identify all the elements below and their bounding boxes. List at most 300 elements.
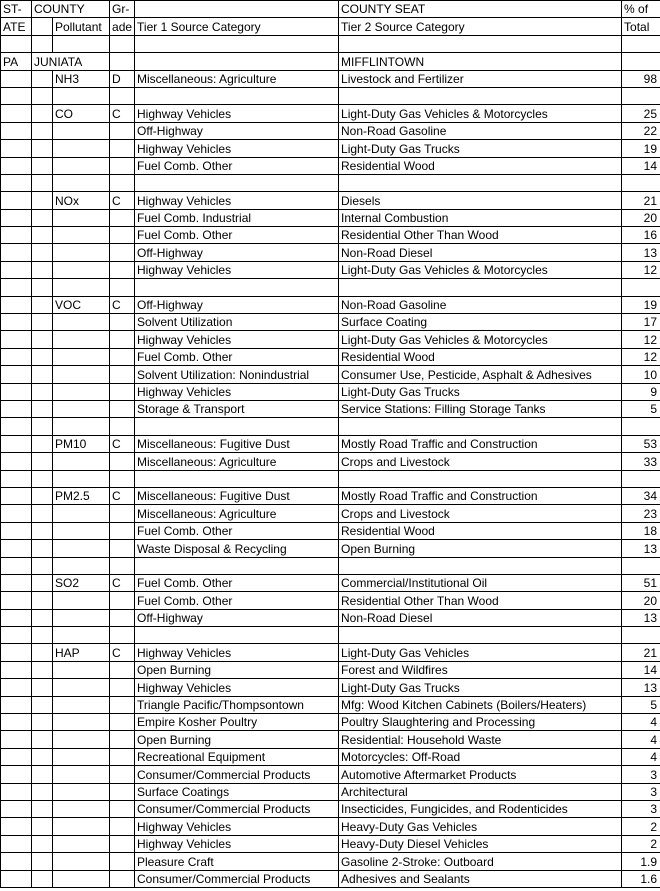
state-cell [1,679,32,696]
tier1-cell: Consumer/Commercial Products [135,766,339,783]
table-row [1,435,660,452]
table-row [1,574,660,591]
table-row [1,296,660,313]
county-cell [32,505,53,522]
state-cell [1,122,32,139]
percent-cell: 2 [622,818,660,835]
table-row [1,348,660,365]
tier2-cell: Non-Road Diesel [339,244,622,261]
pollutant-cell [53,766,110,783]
tier1-cell: Fuel Comb. Other [135,348,339,365]
table-row [1,766,660,783]
county-cell [32,122,53,139]
percent-cell: 13 [622,679,660,696]
state-cell [1,174,32,191]
tier2-cell: Poultry Slaughtering and Processing [339,714,622,731]
table-row [1,279,660,296]
table-row [1,696,660,713]
pollutant-cell [53,227,110,244]
state-cell [1,314,32,331]
tier1-cell [135,87,339,104]
percent-cell [622,279,660,296]
tier2-cell: Residential Wood [339,522,622,539]
header-grade-top: Gr- [110,1,135,18]
header-blank [135,1,339,18]
state-cell [1,435,32,452]
state-cell [1,70,32,87]
county-cell [32,418,53,435]
tier1-cell [135,557,339,574]
tier1-cell: Fuel Comb. Other [135,574,339,591]
table-row [1,783,660,800]
percent-cell: 33 [622,453,660,470]
table-row [1,748,660,765]
pollutant-cell [53,453,110,470]
pollutant-cell [53,348,110,365]
tier1-cell: Miscellaneous: Agriculture [135,70,339,87]
pollutant-cell [53,835,110,852]
county-cell [32,296,53,313]
pollutant-cell [53,679,110,696]
tier2-cell: Light-Duty Gas Vehicles & Motorcycles [339,261,622,278]
tier1-cell: Open Burning [135,661,339,678]
percent-cell [622,174,660,191]
county-cell [32,435,53,452]
percent-cell: 22 [622,122,660,139]
county-cell [32,383,53,400]
county-cell [32,870,53,887]
tier1-cell [135,470,339,487]
grade-cell [110,383,135,400]
grade-cell [110,800,135,817]
percent-cell: 34 [622,487,660,504]
grade-cell [110,818,135,835]
percent-cell [622,557,660,574]
table-row [1,418,660,435]
county-cell [32,453,53,470]
state-cell [1,592,32,609]
tier1-cell: Miscellaneous: Agriculture [135,453,339,470]
header-percent-bottom: Total [622,18,660,35]
tier1-cell: Highway Vehicles [135,140,339,157]
tier1-cell: Consumer/Commercial Products [135,870,339,887]
grade-cell [110,853,135,870]
tier1-cell: Off-Highway [135,609,339,626]
grade-cell [110,314,135,331]
county-cell [32,800,53,817]
grade-cell [110,279,135,296]
pollutant-cell [53,870,110,887]
tier2-cell: Non-Road Diesel [339,609,622,626]
tier2-cell: Residential: Household Waste [339,731,622,748]
table-row [1,227,660,244]
header-empty [32,18,53,35]
percent-cell: 53 [622,435,660,452]
state-cell [1,609,32,626]
table-row [1,261,660,278]
state-cell [1,714,32,731]
tier2-cell [339,557,622,574]
percent-cell: 21 [622,192,660,209]
header-county: COUNTY [32,1,110,18]
county-cell [32,331,53,348]
county-name: JUNIATA [32,53,110,70]
county-cell [32,209,53,226]
header-state-bottom: ATE [1,18,32,35]
county-cell [32,192,53,209]
grade-cell [110,609,135,626]
tier2-cell: Adhesives and Sealants [339,870,622,887]
state-cell [1,766,32,783]
state-cell [1,383,32,400]
header-row-1 [1,1,660,18]
county-cell [32,140,53,157]
grade-cell [110,157,135,174]
pollutant-cell [53,557,110,574]
state-cell [1,540,32,557]
county-cell [32,366,53,383]
state-cell [1,400,32,417]
state-cell [1,296,32,313]
pollutant-cell [53,592,110,609]
grade-cell [110,209,135,226]
table-row [1,800,660,817]
table-row [1,470,660,487]
header-tier1: Tier 1 Source Category [135,18,339,35]
state-cell [1,279,32,296]
percent-cell: 1.6 [622,870,660,887]
tier2-cell: Commercial/Institutional Oil [339,574,622,591]
state-cell [1,192,32,209]
tier2-cell: Surface Coating [339,314,622,331]
grade-cell [110,696,135,713]
pollutant-cell: SO2 [53,574,110,591]
table-row [1,505,660,522]
table-row [1,731,660,748]
county-cell [32,818,53,835]
percent-cell: 10 [622,366,660,383]
county-cell [32,244,53,261]
table-row [1,661,660,678]
table-row [1,157,660,174]
percent-cell: 12 [622,331,660,348]
tier1-cell: Highway Vehicles [135,192,339,209]
county-cell [32,522,53,539]
pollutant-cell [53,783,110,800]
county-cell [32,174,53,191]
table-row [1,627,660,644]
percent-cell: 5 [622,696,660,713]
state-cell [1,522,32,539]
tier1-cell: Consumer/Commercial Products [135,800,339,817]
state-cell [1,783,32,800]
tier1-cell: Open Burning [135,731,339,748]
county-cell [32,557,53,574]
pollutant-cell [53,140,110,157]
tier1-cell [135,627,339,644]
pollutant-cell: PM2.5 [53,487,110,504]
pollutant-cell [53,853,110,870]
pollutant-cell [53,627,110,644]
tier2-cell: Crops and Livestock [339,505,622,522]
pollutant-cell: CO [53,105,110,122]
percent-cell: 3 [622,800,660,817]
tier2-cell: Residential Other Than Wood [339,592,622,609]
tier1-cell: Fuel Comb. Other [135,227,339,244]
county-cell [32,731,53,748]
county-row [1,53,660,70]
grade-cell: C [110,574,135,591]
tier2-cell: Insecticides, Fungicides, and Rodenticides [339,800,622,817]
state-cell [1,853,32,870]
state-cell [1,731,32,748]
pollutant-cell: HAP [53,644,110,661]
tier2-cell: Heavy-Duty Gas Vehicles [339,818,622,835]
pollutant-cell [53,714,110,731]
table-row [1,192,660,209]
county-cell [32,696,53,713]
tier2-cell [339,470,622,487]
pollutant-cell: NOx [53,192,110,209]
tier2-cell: Livestock and Fertilizer [339,70,622,87]
grade-cell [110,714,135,731]
tier1-cell: Highway Vehicles [135,261,339,278]
table-row [1,679,660,696]
tier1-cell: Miscellaneous: Fugitive Dust [135,435,339,452]
grade-cell: C [110,487,135,504]
grade-cell: C [110,192,135,209]
tier2-cell: Architectural [339,783,622,800]
tier1-cell: Highway Vehicles [135,105,339,122]
grade-cell [110,540,135,557]
tier1-cell: Off-Highway [135,122,339,139]
tier2-cell [339,174,622,191]
pollutant-cell [53,174,110,191]
county-cell [32,348,53,365]
state-cell [1,227,32,244]
pollutant-cell [53,818,110,835]
percent-cell: 4 [622,714,660,731]
percent-cell: 51 [622,574,660,591]
percent-cell: 1.9 [622,853,660,870]
tier1-cell [135,279,339,296]
state-cell [1,348,32,365]
tier1-cell: Highway Vehicles [135,383,339,400]
tier1-cell: Miscellaneous: Fugitive Dust [135,487,339,504]
tier1-cell: Off-Highway [135,296,339,313]
grade-cell [110,400,135,417]
tier2-cell: Motorcycles: Off-Road [339,748,622,765]
table-row [1,453,660,470]
tier1-cell [135,174,339,191]
table-row [1,366,660,383]
tier1-cell: Highway Vehicles [135,679,339,696]
percent-cell: 19 [622,140,660,157]
percent-cell [622,87,660,104]
county-cell [32,748,53,765]
grade-cell [110,557,135,574]
pollutant-cell [53,366,110,383]
state-code: PA [1,53,32,70]
county-cell [32,227,53,244]
percent-cell: 19 [622,296,660,313]
percent-cell [622,418,660,435]
county-cell [32,609,53,626]
pollutant-cell [53,609,110,626]
county-cell [32,470,53,487]
header-row-2 [1,18,660,35]
percent-cell: 17 [622,314,660,331]
county-cell [32,400,53,417]
pollutant-cell [53,314,110,331]
grade-cell [110,227,135,244]
tier2-cell: Non-Road Gasoline [339,296,622,313]
state-cell [1,366,32,383]
grade-cell [110,522,135,539]
tier2-cell: Non-Road Gasoline [339,122,622,139]
table-row [1,331,660,348]
grade-cell [110,783,135,800]
state-cell [1,696,32,713]
grade-cell [110,140,135,157]
table-row [1,87,660,104]
table-row [1,644,660,661]
pollutant-cell [53,87,110,104]
state-cell [1,557,32,574]
percent-cell: 4 [622,748,660,765]
county-cell [32,279,53,296]
tier2-cell [339,87,622,104]
tier2-cell: Mfg: Wood Kitchen Cabinets (Boilers/Heaters) [339,696,622,713]
table-row [1,140,660,157]
table-row [1,818,660,835]
pollutant-cell: PM10 [53,435,110,452]
table-row [1,122,660,139]
tier2-cell: Consumer Use, Pesticide, Asphalt & Adhesives [339,366,622,383]
county-cell [32,574,53,591]
tier2-cell: Light-Duty Gas Vehicles [339,644,622,661]
state-cell [1,244,32,261]
tier1-cell: Storage & Transport [135,400,339,417]
table-row [1,540,660,557]
tier2-cell: Gasoline 2-Stroke: Outboard [339,853,622,870]
state-cell [1,87,32,104]
grade-cell [110,766,135,783]
percent-cell: 20 [622,592,660,609]
state-cell [1,627,32,644]
header-percent-top: % of [622,1,660,18]
header-pollutant: Pollutant [53,18,110,35]
percent-cell: 13 [622,609,660,626]
grade-cell [110,366,135,383]
percent-cell [622,627,660,644]
county-seat: MIFFLINTOWN [339,53,622,70]
table-row [1,105,660,122]
grade-cell: C [110,435,135,452]
state-cell [1,140,32,157]
grade-cell [110,835,135,852]
tier1-cell: Fuel Comb. Other [135,522,339,539]
county-cell [32,105,53,122]
tier2-cell: Service Stations: Filling Storage Tanks [339,400,622,417]
state-cell [1,505,32,522]
grade-cell [110,870,135,887]
table-row [1,70,660,87]
tier2-cell: Light-Duty Gas Trucks [339,383,622,400]
pollutant-cell [53,209,110,226]
state-cell [1,818,32,835]
grade-cell: C [110,105,135,122]
tier1-cell: Solvent Utilization [135,314,339,331]
percent-cell: 13 [622,244,660,261]
grade-cell [110,505,135,522]
state-cell [1,157,32,174]
tier2-cell: Residential Other Than Wood [339,227,622,244]
county-cell [32,487,53,504]
pollutant-cell [53,540,110,557]
county-cell [32,679,53,696]
percent-cell: 12 [622,348,660,365]
state-cell [1,800,32,817]
tier2-cell: Mostly Road Traffic and Construction [339,435,622,452]
pollutant-cell [53,261,110,278]
county-cell [32,644,53,661]
header-state-top: ST- [1,1,32,18]
state-cell [1,470,32,487]
county-cell [32,853,53,870]
state-cell [1,487,32,504]
county-cell [32,627,53,644]
table-row [1,209,660,226]
table-row [1,609,660,626]
state-cell [1,574,32,591]
pollutant-cell [53,400,110,417]
grade-cell: D [110,70,135,87]
pollutant-cell [53,696,110,713]
grade-cell [110,592,135,609]
county-cell [32,157,53,174]
grade-cell [110,261,135,278]
grade-cell [110,748,135,765]
tier1-cell: Miscellaneous: Agriculture [135,505,339,522]
state-cell [1,835,32,852]
pollutant-cell: NH3 [53,70,110,87]
tier1-cell: Fuel Comb. Industrial [135,209,339,226]
pollutant-cell [53,279,110,296]
grade-cell [110,627,135,644]
pollutant-cell [53,505,110,522]
county-cell [32,783,53,800]
grade-cell [110,122,135,139]
tier2-cell: Automotive Aftermarket Products [339,766,622,783]
pollutant-cell [53,157,110,174]
table-row [1,592,660,609]
grade-cell [110,453,135,470]
grade-cell [110,470,135,487]
grade-cell [110,731,135,748]
county-cell [32,540,53,557]
county-cell [32,314,53,331]
tier2-cell [339,418,622,435]
table-row [1,835,660,852]
percent-cell: 23 [622,505,660,522]
pollutant-cell [53,122,110,139]
tier1-cell: Waste Disposal & Recycling [135,540,339,557]
percent-cell: 18 [622,522,660,539]
tier1-cell [135,418,339,435]
table-row [1,383,660,400]
tier2-cell: Crops and Livestock [339,453,622,470]
